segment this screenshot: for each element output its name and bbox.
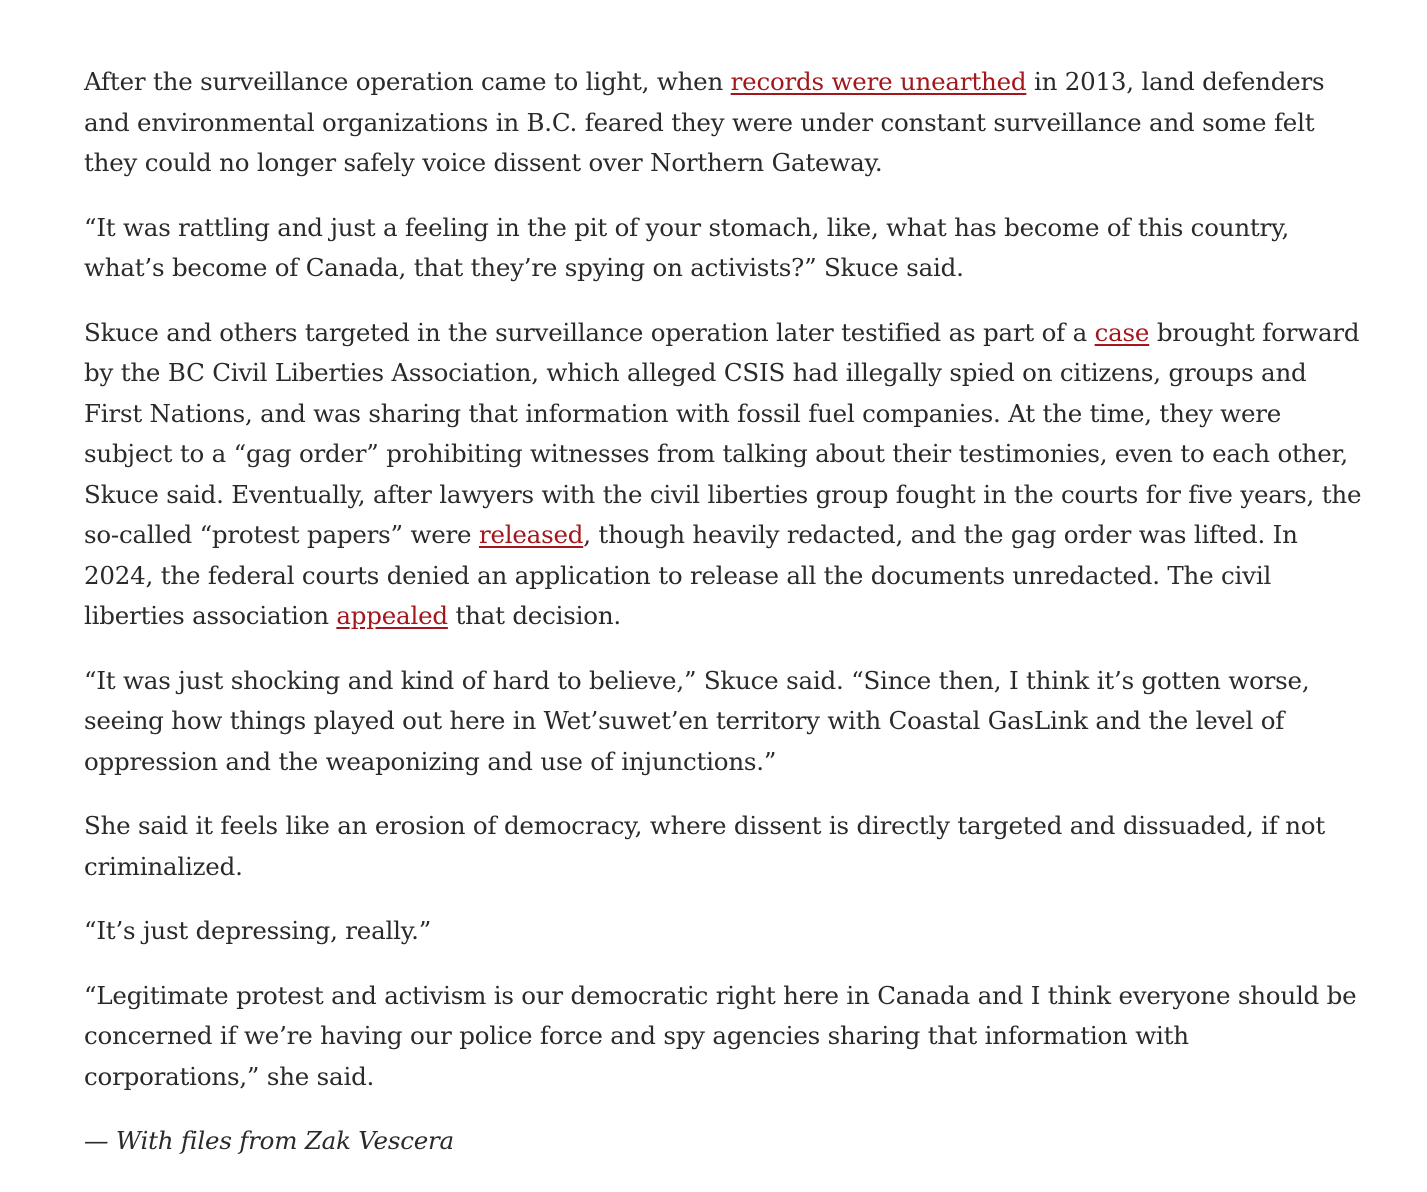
paragraph-text: After the surveillance operation came to light, when bbox=[84, 67, 731, 96]
paragraph-text: , though heavily redacted, and the gag order was lifted. In 2024, the federal courts denied an application to release all the documents unredacted. The civil liberties association bbox=[84, 520, 1298, 630]
paragraph-text: Skuce and others targeted in the surveillance operation later testified as part of a bbox=[84, 317, 1095, 347]
paragraph-text: in 2013, land defenders and environmental organizations in B.C. feared they were under constant surveillance and some felt they could no longer safely voice dissent over Northern Gateway. bbox=[84, 67, 1325, 177]
paragraph-depressing-quote: “It’s just depressing, really.” bbox=[84, 916, 432, 945]
paragraph-legitimate-protest-quote: “Legitimate protest and activism is our democratic right here in Canada and I think everyone should be concerned if we’re having our police force and spy agencies sharing that information with corporations,” she said. bbox=[84, 980, 1357, 1091]
paragraph-text: that decision. bbox=[447, 601, 621, 630]
paragraph-surveillance-records bbox=[84, 62, 1369, 184]
paragraph-erosion-democracy: She said it feels like an erosion of democracy, where dissent is directly targeted and dissuaded, if not criminalized. bbox=[84, 811, 1325, 881]
paragraph-shocking-quote: “It was just shocking and kind of hard to believe,” Skuce said. “Since then, I think it’s gotten worse, seeing how things played out here in Wet’suwet’en territory with Coastal GasLink and the level of oppression and the weaponizing and use of injunctions.” bbox=[84, 665, 1310, 776]
paragraph-case-testimony bbox=[84, 313, 1369, 637]
appealed-link[interactable]: appealed bbox=[336, 601, 448, 630]
released-link[interactable]: released bbox=[478, 520, 584, 549]
byline-credit: — With files from Zak Vescera bbox=[84, 1126, 454, 1155]
paragraph-rattling-quote: “It was rattling and just a feeling in the pit of your stomach, like, what has become of this country, what’s become of Canada, that they’re spying on activists?” Skuce said. bbox=[84, 212, 1290, 282]
records-unearthed-link[interactable]: records were unearthed bbox=[730, 67, 1027, 96]
case-link[interactable]: case bbox=[1094, 317, 1150, 347]
article-body bbox=[84, 62, 1369, 1186]
paragraph-text: brought forward by the BC Civil Liberties Association, which alleged CSIS had illegally spied on citizens, groups and First Nations, and was sharing that information with fossil fuel companies. At the time, they were subject to a “gag order” prohibiting witnesses from talking about their testimonies, even to each other, Skuce said. Eventually, after lawyers with the civil liberties group fought in the courts for five years, the so-called “protest papers” were bbox=[84, 317, 1362, 549]
